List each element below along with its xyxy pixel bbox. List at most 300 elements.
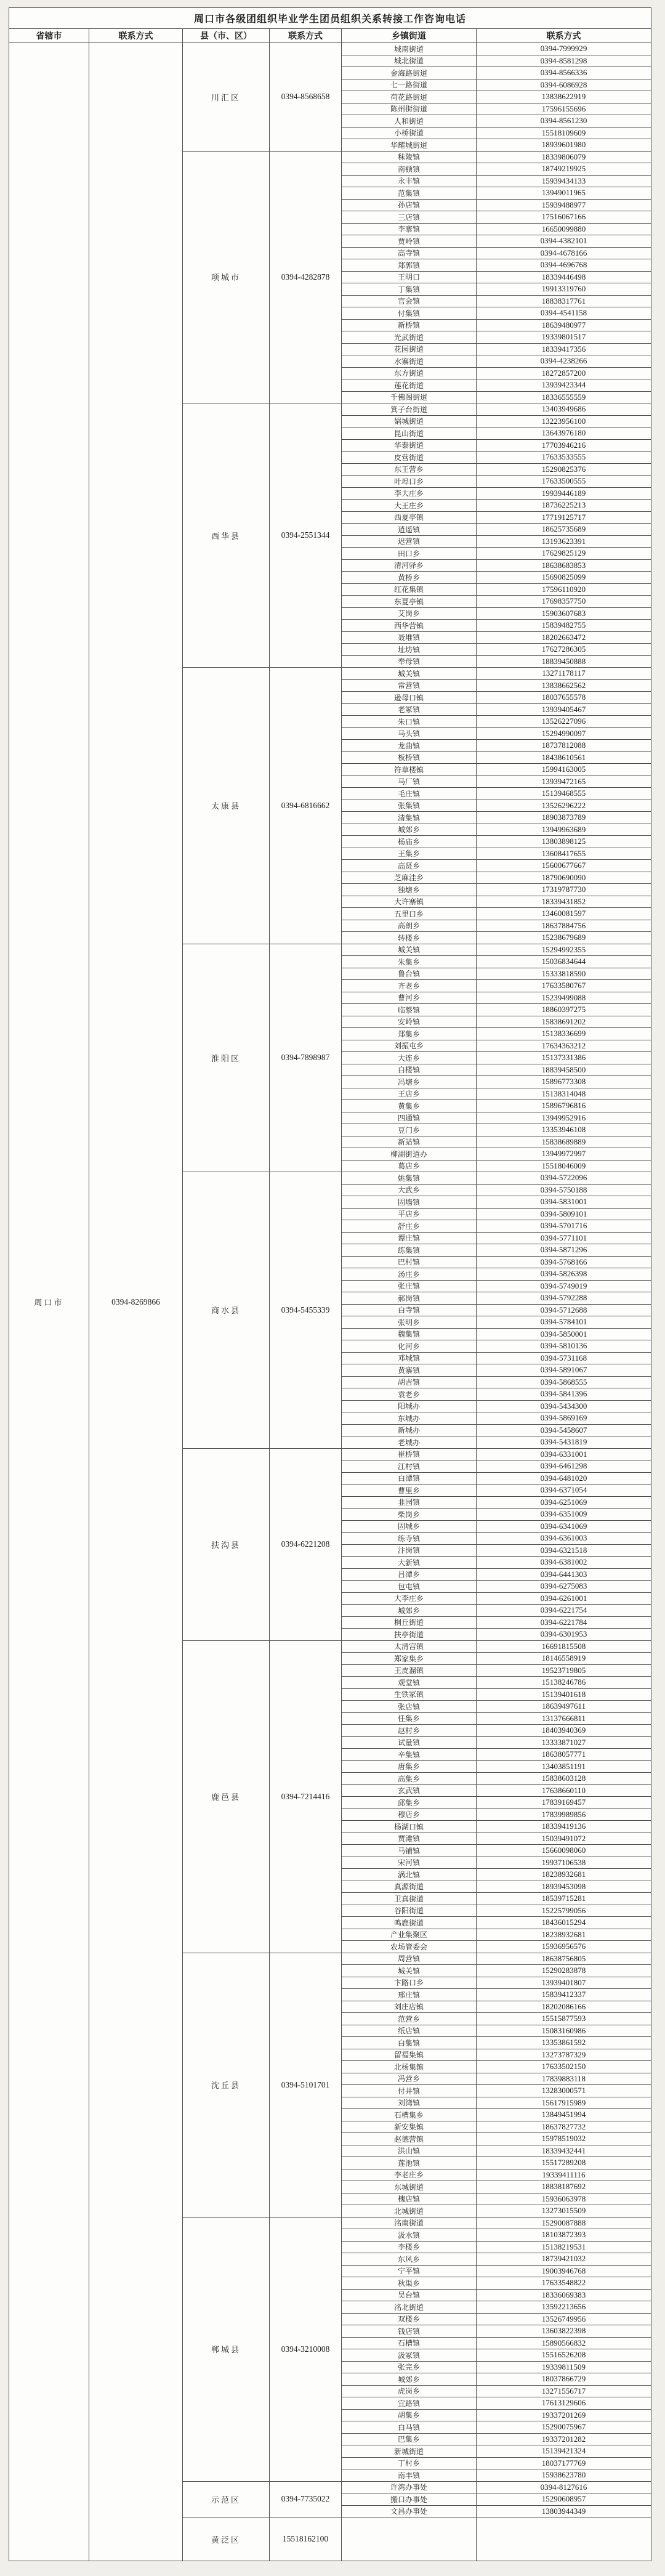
township-phone-cell: 0394-5841396 xyxy=(477,1388,651,1401)
township-phone-cell: 15518109609 xyxy=(477,127,651,139)
township-phone-cell: 13803944349 xyxy=(477,2505,651,2517)
township-phone-cell: 0394-8581298 xyxy=(477,55,651,67)
township-phone-cell: 13137666811 xyxy=(477,1712,651,1725)
township-phone-cell: 13333871027 xyxy=(477,1736,651,1749)
township-name-cell: 穆店乡 xyxy=(342,1808,477,1821)
township-name-cell: 李楼乡 xyxy=(342,2241,477,2253)
township-name-cell: 洺北街道 xyxy=(342,2301,477,2314)
township-name-cell: 高朗乡 xyxy=(342,920,477,932)
township-name-cell: 箕子台街道 xyxy=(342,403,477,416)
county-name-cell: 太康县 xyxy=(183,668,270,944)
township-phone-cell: 15294992355 xyxy=(477,944,651,956)
township-name-cell: 双楼乡 xyxy=(342,2313,477,2325)
township-name-cell: 转楼乡 xyxy=(342,932,477,944)
township-phone-cell: 15294990097 xyxy=(477,727,651,740)
township-phone-cell: 18839450888 xyxy=(477,655,651,668)
township-phone-cell: 13193623391 xyxy=(477,535,651,548)
township-name-cell: 大新镇 xyxy=(342,1557,477,1569)
township-name-cell: 王店乡 xyxy=(342,1088,477,1100)
township-name-cell: 郑郭镇 xyxy=(342,259,477,272)
township-phone-cell: 18403940369 xyxy=(477,1725,651,1737)
township-phone-cell: 15839412337 xyxy=(477,1989,651,2001)
township-name-cell: 舒庄乡 xyxy=(342,1220,477,1233)
township-name-cell: 新站镇 xyxy=(342,1136,477,1148)
township-name-cell: 王皮溜镇 xyxy=(342,1664,477,1677)
township-phone-cell: 15138336699 xyxy=(477,1028,651,1040)
township-name-cell: 大李庄乡 xyxy=(342,1592,477,1605)
township-phone-cell: 0394-5712688 xyxy=(477,1304,651,1316)
township-phone-cell: 13273015509 xyxy=(477,2205,651,2218)
township-phone-cell: 15039491072 xyxy=(477,1833,651,1845)
township-phone-cell: 18638683853 xyxy=(477,559,651,572)
township-phone-cell: 15138219531 xyxy=(477,2241,651,2253)
township-name-cell: 刘湾镇 xyxy=(342,2097,477,2109)
township-phone-cell: 18637884756 xyxy=(477,920,651,932)
township-name-cell: 清河驿乡 xyxy=(342,559,477,572)
township-phone-cell: 13939472165 xyxy=(477,776,651,788)
township-phone-cell: 17633548822 xyxy=(477,2277,651,2290)
township-name-cell: 张集镇 xyxy=(342,800,477,812)
township-phone-cell: 18939601980 xyxy=(477,139,651,152)
township-name-cell: 涡北镇 xyxy=(342,1869,477,1881)
township-name-cell: 包屯镇 xyxy=(342,1581,477,1593)
township-name-cell: 张明乡 xyxy=(342,1316,477,1329)
township-name-cell: 东城办 xyxy=(342,1412,477,1425)
township-phone-cell: 0394-4678166 xyxy=(477,247,651,259)
township-phone-cell: 18339432441 xyxy=(477,2145,651,2157)
township-name-cell: 吕潭乡 xyxy=(342,1568,477,1581)
township-name-cell: 大武乡 xyxy=(342,1184,477,1196)
township-phone-cell: 18838317761 xyxy=(477,295,651,307)
township-phone-cell: 13526227096 xyxy=(477,716,651,728)
township-phone-cell: 16650099880 xyxy=(477,223,651,235)
township-name-cell: 邓城镇 xyxy=(342,1352,477,1364)
township-phone-cell: 15994163005 xyxy=(477,764,651,776)
township-phone-cell: 0394-5458607 xyxy=(477,1424,651,1436)
township-name-cell: 钱店镇 xyxy=(342,2325,477,2338)
township-phone-cell: 17633500555 xyxy=(477,476,651,488)
township-phone-cell: 0394-5868555 xyxy=(477,1376,651,1388)
township-name-cell: 金海路街道 xyxy=(342,67,477,79)
township-phone-cell: 18037866729 xyxy=(477,2373,651,2386)
township-name-cell: 莲花街道 xyxy=(342,379,477,392)
township-phone-cell: 19523719805 xyxy=(477,1664,651,1677)
township-name-cell: 芝麻洼乡 xyxy=(342,872,477,884)
township-name-cell: 搬口办事处 xyxy=(342,2493,477,2506)
township-name-cell: 白潭镇 xyxy=(342,1472,477,1484)
township-name-cell: 南顿镇 xyxy=(342,163,477,176)
township-phone-cell: 15238679689 xyxy=(477,932,651,944)
township-phone-cell: 17638660110 xyxy=(477,1784,651,1797)
township-phone-cell: 0394-6371054 xyxy=(477,1484,651,1497)
township-name-cell: 东夏亭镇 xyxy=(342,596,477,608)
township-phone-cell: 18637827732 xyxy=(477,2121,651,2133)
township-name-cell: 化河乡 xyxy=(342,1340,477,1353)
township-name-cell: 马头镇 xyxy=(342,727,477,740)
township-name-cell: 城关镇 xyxy=(342,668,477,680)
county-phone-cell: 0394-7898987 xyxy=(270,944,342,1172)
township-name-cell: 张完乡 xyxy=(342,2361,477,2373)
township-phone-cell: 15239499088 xyxy=(477,992,651,1004)
township-phone-cell xyxy=(477,2517,651,2561)
township-phone-cell: 15890566832 xyxy=(477,2337,651,2349)
township-name-cell: 李老庄乡 xyxy=(342,2169,477,2181)
township-phone-cell: 15036834644 xyxy=(477,956,651,968)
township-name-cell: 红花集镇 xyxy=(342,583,477,596)
township-phone-cell: 15138246786 xyxy=(477,1677,651,1689)
township-phone-cell: 19339411116 xyxy=(477,2169,651,2181)
township-phone-cell: 19339811509 xyxy=(477,2361,651,2373)
column-header-3: 联系方式 xyxy=(270,29,342,43)
township-name-cell: 谭庄镇 xyxy=(342,1232,477,1244)
township-phone-cell: 0394-5722096 xyxy=(477,1172,651,1185)
township-phone-cell: 19337201269 xyxy=(477,2409,651,2421)
township-name-cell: 新城办 xyxy=(342,1424,477,1436)
township-name-cell: 豆门乡 xyxy=(342,1124,477,1136)
township-phone-cell: 15690825099 xyxy=(477,572,651,584)
column-header-1: 联系方式 xyxy=(89,29,183,43)
township-name-cell: 华泰街道 xyxy=(342,439,477,452)
township-phone-cell: 0394-6221784 xyxy=(477,1616,651,1629)
column-header-5: 联系方式 xyxy=(477,29,651,43)
township-phone-cell: 15838603128 xyxy=(477,1773,651,1785)
township-phone-cell: 15516526208 xyxy=(477,2349,651,2362)
township-name-cell: 东风乡 xyxy=(342,2253,477,2266)
county-name-cell: 示范区 xyxy=(183,2481,270,2517)
township-name-cell: 秣陵镇 xyxy=(342,151,477,163)
township-name-cell: 常营镇 xyxy=(342,679,477,692)
township-phone-cell: 18339431852 xyxy=(477,896,651,908)
township-phone-cell: 18272857200 xyxy=(477,367,651,379)
township-phone-cell: 17319787730 xyxy=(477,884,651,896)
township-name-cell: 城郊乡 xyxy=(342,1605,477,1617)
township-phone-cell: 13949952916 xyxy=(477,1112,651,1124)
township-phone-cell: 18860397275 xyxy=(477,1004,651,1016)
county-phone-cell: 0394-7735022 xyxy=(270,2481,342,2517)
table-row xyxy=(9,43,651,55)
township-name-cell: 文昌办事处 xyxy=(342,2505,477,2517)
township-phone-cell: 15290608957 xyxy=(477,2493,651,2506)
township-phone-cell: 15518046009 xyxy=(477,1160,651,1172)
township-name-cell: 高集乡 xyxy=(342,1773,477,1785)
township-name-cell: 白寺镇 xyxy=(342,1304,477,1316)
township-phone-cell: 13271556717 xyxy=(477,2385,651,2397)
township-name-cell: 农场管委会 xyxy=(342,1941,477,1953)
township-name-cell: 鲁台镇 xyxy=(342,968,477,980)
township-phone-cell: 17633533555 xyxy=(477,452,651,464)
township-name-cell: 址坊镇 xyxy=(342,644,477,656)
township-name-cell: 留福集镇 xyxy=(342,2049,477,2061)
township-name-cell: 永丰镇 xyxy=(342,175,477,187)
township-name-cell: 五里口乡 xyxy=(342,908,477,920)
township-phone-cell: 0394-6251069 xyxy=(477,1496,651,1509)
township-phone-cell: 15290087888 xyxy=(477,2217,651,2229)
township-name-cell: 迟营镇 xyxy=(342,535,477,548)
township-name-cell: 槐店镇 xyxy=(342,2193,477,2205)
township-name-cell: 试量镇 xyxy=(342,1736,477,1749)
township-name-cell: 生铁冢镇 xyxy=(342,1688,477,1701)
township-phone-cell: 16691815508 xyxy=(477,1640,651,1653)
township-phone-cell: 13603822398 xyxy=(477,2325,651,2338)
township-phone-cell: 18336555559 xyxy=(477,391,651,403)
township-name-cell: 姚集镇 xyxy=(342,1172,477,1185)
township-phone-cell: 15939488977 xyxy=(477,199,651,211)
county-phone-cell: 15518162100 xyxy=(270,2517,342,2561)
township-name-cell: 官会镇 xyxy=(342,295,477,307)
township-phone-cell: 0394-6331001 xyxy=(477,1448,651,1460)
township-phone-cell: 13353946108 xyxy=(477,1124,651,1136)
township-name-cell: 秋渠乡 xyxy=(342,2277,477,2290)
township-name-cell: 邱集乡 xyxy=(342,1797,477,1809)
township-name-cell: 齐老乡 xyxy=(342,980,477,992)
township-name-cell: 东城街道 xyxy=(342,2181,477,2193)
township-phone-cell: 13223956100 xyxy=(477,415,651,427)
township-name-cell: 刘振屯乡 xyxy=(342,1040,477,1052)
township-phone-cell: 18336069383 xyxy=(477,2289,651,2301)
township-name-cell: 黄集乡 xyxy=(342,1100,477,1112)
township-name-cell: 马铺镇 xyxy=(342,1845,477,1857)
township-name-cell: 产业集聚区 xyxy=(342,1929,477,1941)
township-phone-cell: 15137331386 xyxy=(477,1052,651,1064)
township-name-cell: 汴岗镇 xyxy=(342,1544,477,1557)
township-phone-cell: 17719125717 xyxy=(477,511,651,524)
township-phone-cell: 13460081597 xyxy=(477,908,651,920)
township-phone-cell: 0394-5809101 xyxy=(477,1208,651,1220)
township-phone-cell: 0394-6275083 xyxy=(477,1581,651,1593)
township-phone-cell: 13939423344 xyxy=(477,379,651,392)
township-name-cell: 符草楼镇 xyxy=(342,764,477,776)
township-name-cell: 巴村镇 xyxy=(342,1256,477,1268)
county-phone-cell: 0394-6221208 xyxy=(270,1448,342,1640)
township-phone-cell: 0394-5850001 xyxy=(477,1328,651,1340)
township-phone-cell: 17634363212 xyxy=(477,1040,651,1052)
township-phone-cell: 0394-6441303 xyxy=(477,1568,651,1581)
township-phone-cell: 19003946768 xyxy=(477,2265,651,2277)
township-phone-cell: 18639480977 xyxy=(477,319,651,331)
township-name-cell: 高贤乡 xyxy=(342,860,477,872)
township-phone-cell: 15838691202 xyxy=(477,1016,651,1028)
township-phone-cell: 0394-6221754 xyxy=(477,1605,651,1617)
township-phone-cell: 17516067166 xyxy=(477,211,651,224)
contact-table-sheet xyxy=(9,7,651,2561)
township-name-cell: 张店镇 xyxy=(342,1701,477,1713)
township-name-cell: 朱口镇 xyxy=(342,716,477,728)
township-name-cell: 东方街道 xyxy=(342,367,477,379)
township-name-cell: 洺南街道 xyxy=(342,2217,477,2229)
township-name-cell: 娲城街道 xyxy=(342,415,477,427)
township-name-cell: 付井镇 xyxy=(342,2085,477,2097)
township-name-cell: 千佛阁街道 xyxy=(342,391,477,403)
township-name-cell: 城关镇 xyxy=(342,944,477,956)
township-name-cell: 石槽镇 xyxy=(342,2337,477,2349)
township-phone-cell: 15839482755 xyxy=(477,620,651,632)
township-name-cell: 临蔡镇 xyxy=(342,1004,477,1016)
township-name-cell: 奉母镇 xyxy=(342,655,477,668)
township-phone-cell: 15903607683 xyxy=(477,607,651,620)
township-name-cell: 毛庄镇 xyxy=(342,788,477,800)
township-phone-cell: 13526296222 xyxy=(477,800,651,812)
column-header-2: 县（市、区） xyxy=(183,29,270,43)
township-phone-cell: 0394-6461298 xyxy=(477,1460,651,1473)
township-phone-cell: 18202086166 xyxy=(477,2001,651,2013)
township-phone-cell: 18903873789 xyxy=(477,812,651,824)
township-name-cell: 城北街道 xyxy=(342,55,477,67)
township-phone-cell: 15938623780 xyxy=(477,2469,651,2482)
township-name-cell: 汤庄乡 xyxy=(342,1268,477,1281)
county-name-cell: 沈丘县 xyxy=(183,1953,270,2217)
county-name-cell: 西华县 xyxy=(183,403,270,668)
township-phone-cell: 15896796816 xyxy=(477,1100,651,1112)
township-name-cell xyxy=(342,2517,477,2561)
township-phone-cell: 19939446189 xyxy=(477,487,651,500)
township-phone-cell: 0394-4382101 xyxy=(477,235,651,248)
township-phone-cell: 18146558919 xyxy=(477,1653,651,1665)
county-name-cell: 郸城县 xyxy=(183,2217,270,2481)
township-name-cell: 白集镇 xyxy=(342,2037,477,2049)
township-name-cell: 莲池镇 xyxy=(342,2157,477,2169)
township-name-cell: 江村镇 xyxy=(342,1460,477,1473)
township-phone-cell: 15517289208 xyxy=(477,2157,651,2169)
township-phone-cell: 17596155696 xyxy=(477,103,651,115)
township-phone-cell: 13838622919 xyxy=(477,91,651,103)
township-phone-cell: 18539715281 xyxy=(477,1893,651,1905)
township-phone-cell: 17627286305 xyxy=(477,644,651,656)
township-phone-cell: 13403851191 xyxy=(477,1760,651,1773)
township-name-cell: 柴岗乡 xyxy=(342,1509,477,1521)
column-header-0: 省辖市 xyxy=(9,29,89,43)
township-phone-cell: 15936063978 xyxy=(477,2193,651,2205)
county-name-cell: 鹿邑县 xyxy=(183,1640,270,1953)
township-phone-cell: 13353861592 xyxy=(477,2037,651,2049)
township-phone-cell: 13803898125 xyxy=(477,836,651,848)
township-name-cell: 西夏亭镇 xyxy=(342,511,477,524)
township-phone-cell: 0394-5871296 xyxy=(477,1244,651,1257)
township-phone-cell: 0394-5731168 xyxy=(477,1352,651,1364)
township-phone-cell: 17839169457 xyxy=(477,1797,651,1809)
township-name-cell: 汲冢镇 xyxy=(342,2349,477,2362)
township-name-cell: 白马镇 xyxy=(342,2421,477,2434)
township-name-cell: 黄桥乡 xyxy=(342,572,477,584)
township-name-cell: 花园街道 xyxy=(342,343,477,355)
township-phone-cell: 18238932681 xyxy=(477,1929,651,1941)
township-name-cell: 观堂镇 xyxy=(342,1677,477,1689)
township-phone-cell: 0394-6481020 xyxy=(477,1472,651,1484)
township-phone-cell: 0394-5771101 xyxy=(477,1232,651,1244)
township-name-cell: 南丰镇 xyxy=(342,2469,477,2482)
township-name-cell: 老冢镇 xyxy=(342,703,477,716)
township-phone-cell: 17633502150 xyxy=(477,2061,651,2073)
township-name-cell: 郑家集乡 xyxy=(342,1653,477,1665)
township-name-cell: 华耀城街道 xyxy=(342,139,477,152)
township-name-cell: 贾岭镇 xyxy=(342,235,477,248)
township-name-cell: 光武街道 xyxy=(342,331,477,344)
township-name-cell: 汲水镇 xyxy=(342,2229,477,2242)
township-phone-cell: 15225799056 xyxy=(477,1905,651,1917)
township-phone-cell: 15139421324 xyxy=(477,2445,651,2458)
township-name-cell: 任集乡 xyxy=(342,1712,477,1725)
township-phone-cell: 15139401618 xyxy=(477,1688,651,1701)
township-phone-cell: 18736225213 xyxy=(477,500,651,512)
township-name-cell: 王明口 xyxy=(342,271,477,283)
township-phone-cell: 13643976180 xyxy=(477,427,651,440)
township-phone-cell: 0394-5810136 xyxy=(477,1340,651,1353)
township-name-cell: 付集镇 xyxy=(342,307,477,320)
township-phone-cell: 0394-4696768 xyxy=(477,259,651,272)
township-phone-cell: 15838689889 xyxy=(477,1136,651,1148)
contact-phone-table xyxy=(9,7,651,2561)
township-phone-cell: 15139468555 xyxy=(477,788,651,800)
township-phone-cell: 15515877593 xyxy=(477,2013,651,2025)
township-phone-cell: 18438610561 xyxy=(477,751,651,764)
township-name-cell: 宜路镇 xyxy=(342,2397,477,2410)
township-name-cell: 李大庄乡 xyxy=(342,487,477,500)
township-phone-cell: 0394-5749019 xyxy=(477,1280,651,1292)
township-name-cell: 平店乡 xyxy=(342,1208,477,1220)
township-name-cell: 丁集镇 xyxy=(342,283,477,296)
township-name-cell: 大王庄乡 xyxy=(342,500,477,512)
township-name-cell: 北杨集镇 xyxy=(342,2061,477,2073)
township-phone-cell: 0394-8127616 xyxy=(477,2481,651,2493)
township-name-cell: 洪山镇 xyxy=(342,2145,477,2157)
township-phone-cell: 18339417356 xyxy=(477,343,651,355)
township-phone-cell: 17703946216 xyxy=(477,439,651,452)
township-name-cell: 城郊乡 xyxy=(342,824,477,836)
township-phone-cell: 19337201282 xyxy=(477,2433,651,2445)
city-phone-cell: 0394-8269866 xyxy=(89,43,183,2561)
township-name-cell: 独塘乡 xyxy=(342,884,477,896)
township-phone-cell: 18339419136 xyxy=(477,1821,651,1833)
township-phone-cell: 0394-8566336 xyxy=(477,67,651,79)
township-phone-cell: 18339446498 xyxy=(477,271,651,283)
township-name-cell: 练寺镇 xyxy=(342,1533,477,1545)
township-phone-cell: 15083160986 xyxy=(477,2025,651,2037)
township-name-cell: 人和街道 xyxy=(342,115,477,128)
township-name-cell: 唐集乡 xyxy=(342,1760,477,1773)
township-name-cell: 葛店乡 xyxy=(342,1160,477,1172)
county-phone-cell: 0394-8568658 xyxy=(270,43,342,152)
township-name-cell: 朱集乡 xyxy=(342,956,477,968)
township-name-cell: 许湾办事处 xyxy=(342,2481,477,2493)
township-phone-cell: 18436015294 xyxy=(477,1917,651,1929)
title-row xyxy=(9,8,651,29)
township-name-cell: 李寨镇 xyxy=(342,223,477,235)
township-phone-cell: 18638756805 xyxy=(477,1953,651,1965)
township-name-cell: 聂堆镇 xyxy=(342,631,477,644)
township-name-cell: 杨庙乡 xyxy=(342,836,477,848)
township-name-cell: 龙曲镇 xyxy=(342,740,477,752)
township-phone-cell: 0394-5431819 xyxy=(477,1436,651,1449)
township-phone-cell: 15617915989 xyxy=(477,2097,651,2109)
township-name-cell: 老城办 xyxy=(342,1436,477,1449)
township-phone-cell: 17839989856 xyxy=(477,1808,651,1821)
township-name-cell: 小桥街道 xyxy=(342,127,477,139)
township-phone-cell: 15600677667 xyxy=(477,860,651,872)
township-phone-cell: 18103872393 xyxy=(477,2229,651,2242)
township-name-cell: 太清宫镇 xyxy=(342,1640,477,1653)
township-name-cell: 陈州街街道 xyxy=(342,103,477,115)
township-name-cell: 扶亭街道 xyxy=(342,1629,477,1641)
township-name-cell: 高寺镇 xyxy=(342,247,477,259)
township-phone-cell: 0394-6361003 xyxy=(477,1533,651,1545)
county-phone-cell: 0394-7214416 xyxy=(270,1640,342,1953)
township-phone-cell: 15333818590 xyxy=(477,968,651,980)
township-phone-cell: 18739421032 xyxy=(477,2253,651,2266)
township-name-cell: 辛集镇 xyxy=(342,1749,477,1761)
township-name-cell: 昆山街道 xyxy=(342,427,477,440)
township-phone-cell: 15290825376 xyxy=(477,463,651,476)
township-name-cell: 桐丘街道 xyxy=(342,1616,477,1629)
township-phone-cell: 0394-6261001 xyxy=(477,1592,651,1605)
